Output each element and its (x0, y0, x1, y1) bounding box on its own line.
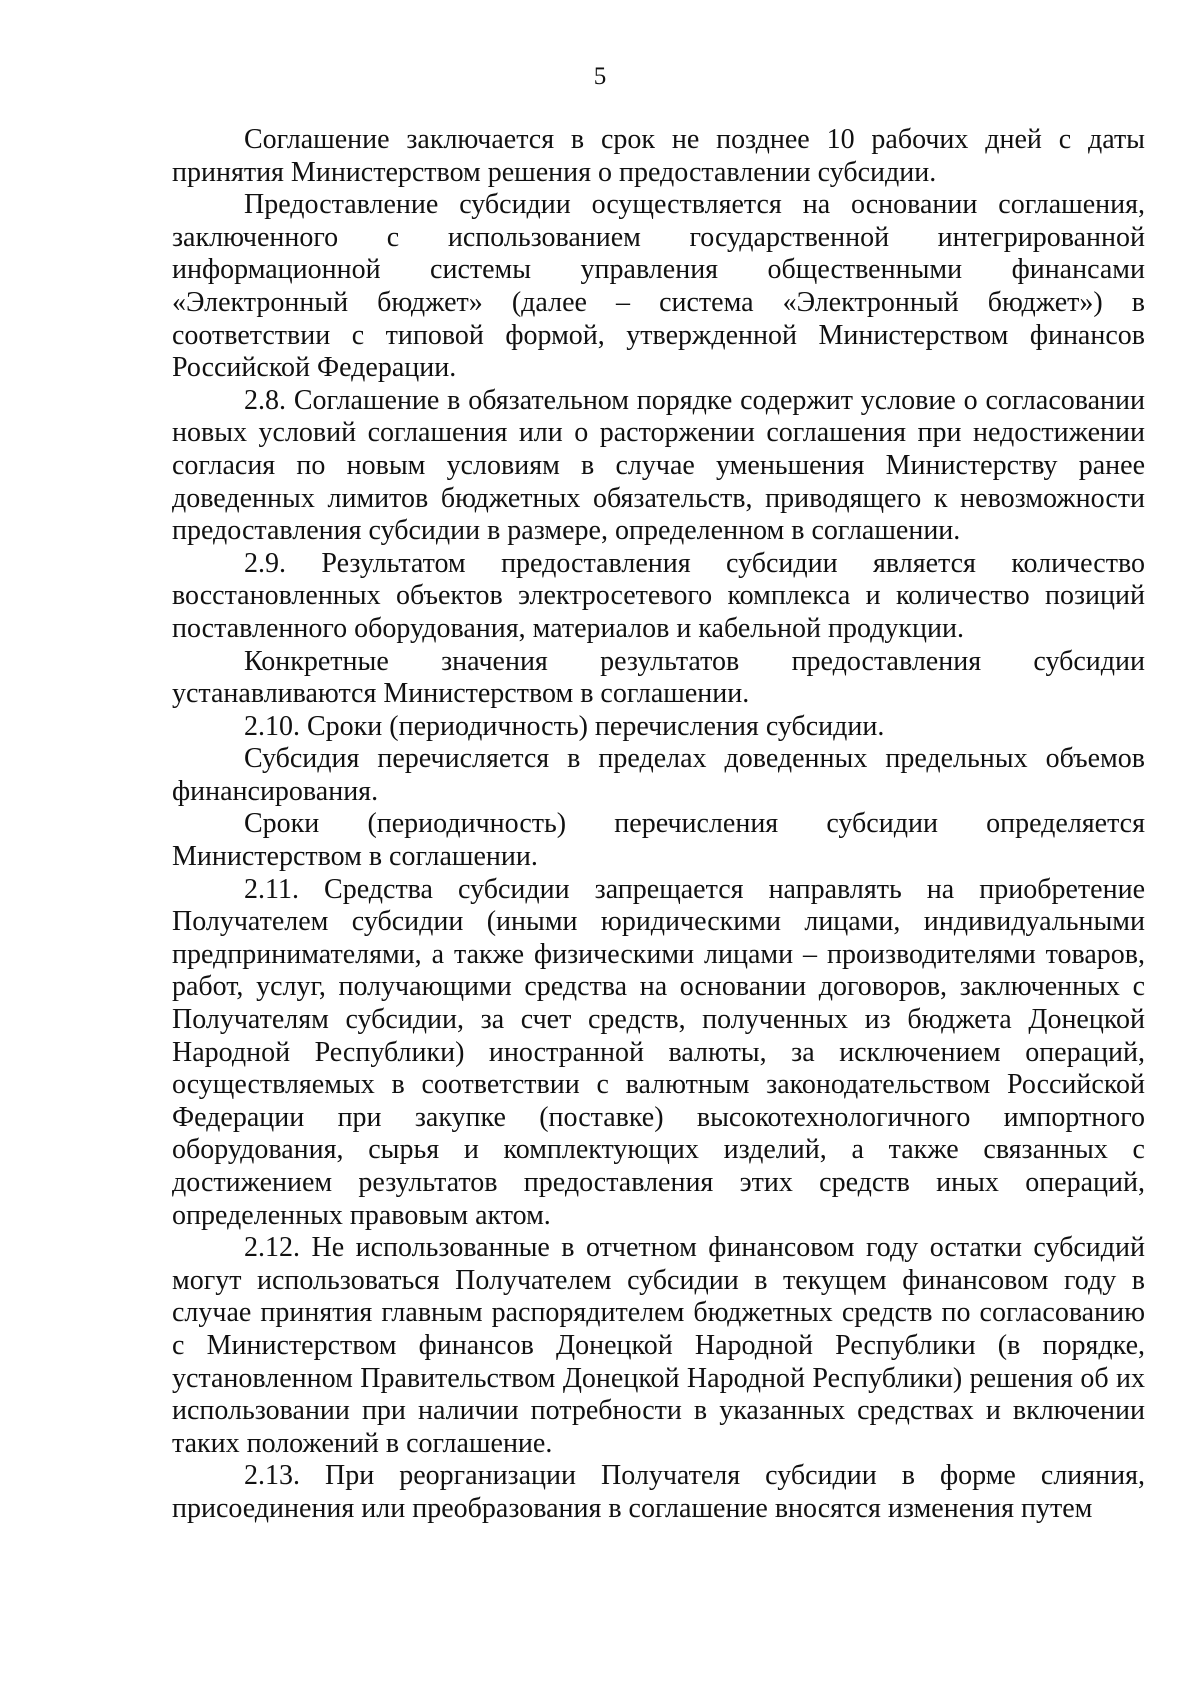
paragraph-2-8: 2.8. Соглашение в обязательном порядке содержит условие о согласовании новых условий соглашения или о расторжении соглашения при недостижении согласия по новым условиям в случае уменьшения Министерству ранее доведенных лимитов бюджетных обязательств, приводящего к невозможности предоставления субсидии в размере, определенном в соглашении. (172, 384, 1145, 547)
paragraph-agreement-deadline: Соглашение заключается в срок не позднее 10 рабочих дней с даты принятия Министерством решения о предоставлении субсидии. (172, 124, 1145, 188)
page-number: 5 (593, 63, 607, 90)
paragraph-2-13: 2.13. При реорганизации Получателя субсидии в форме слияния, присоединения или преобразования в соглашение вносятся изменения путем (172, 1460, 1145, 1524)
paragraph-2-12: 2.12. Не использованные в отчетном финансовом году остатки субсидий могут использоваться Получателем субсидии в текущем финансовом году в случае принятия главным распорядителем бюджетных средств по согласованию с Министерством финансов Донецкой Народной Республики (в порядке, установленном Правительством Донецкой Народной Республики) решения об их использовании при наличии потребности в указанных средствах и включении таких положений в соглашение. (172, 1232, 1145, 1459)
paragraph-2-9: 2.9. Результатом предоставления субсидии является количество восстановленных объектов электросетевого комплекса и количество позиций поставленного оборудования, материалов и кабельной продукции. (172, 547, 1145, 644)
paragraph-2-11: 2.11. Средства субсидии запрещается направлять на приобретение Получателем субсидии (иными юридическими лицами, индивидуальными предпринимателями, а также физическими лицами – производителями товаров, работ, услуг, получающими средства на основании договоров, заключенных с Получателям субсидии, за счет средств, полученных из бюджета Донецкой Народной Республики) иностранной валюты, за исключением операций, осуществляемых в соответствии с валютным законодательством Российской Федерации при закупке (поставке) высокотехнологичного импортного оборудования, сырья и комплектующих изделий, а также связанных с достижением результатов предоставления этих средств иных операций, определенных правовым актом. (172, 873, 1145, 1231)
paragraph-electronic-budget: Предоставление субсидии осуществляется на основании соглашения, заключенного с использованием государственной интегрированной информационной системы управления общественными финансами «Электронный бюджет» (далее – система «Электронный бюджет») в соответствии с типовой формой, утвержденной Министерством финансов Российской Федерации. (172, 189, 1145, 384)
document-body (172, 124, 1145, 1526)
paragraph-2-10: 2.10. Сроки (периодичность) перечисления субсидии. (244, 710, 885, 742)
paragraph-result-values: Конкретные значения результатов предоставления субсидии устанавливаются Министерством в соглашении. (172, 645, 1145, 710)
paragraph-transfer-limits: Субсидия перечисляется в пределах доведенных предельных объемов финансирования. (172, 743, 1145, 807)
paragraph-transfer-terms: Сроки (периодичность) перечисления субсидии определяется Министерством в соглашении. (172, 808, 1145, 873)
